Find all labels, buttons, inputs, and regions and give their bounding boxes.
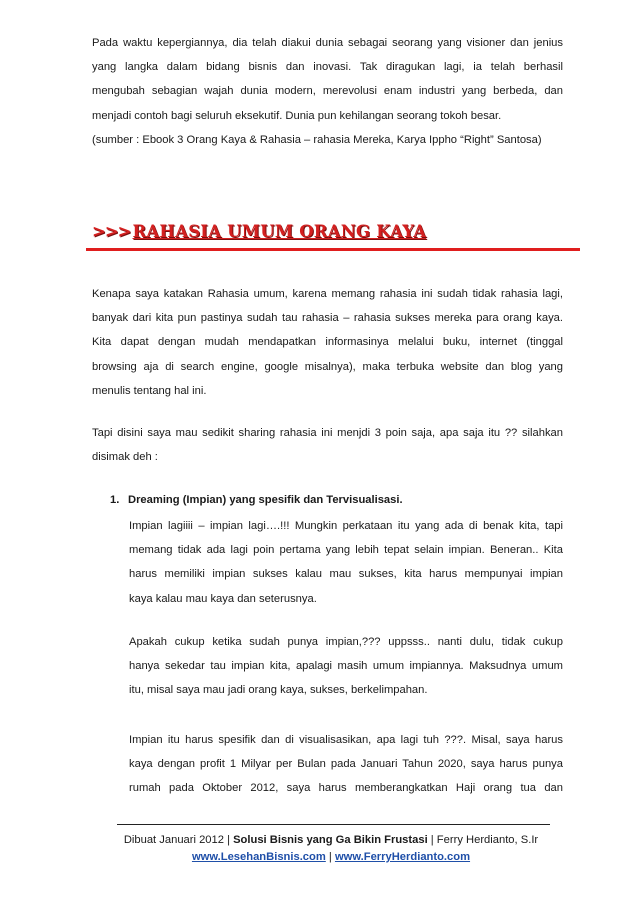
- heading-arrows: >>>: [92, 222, 131, 241]
- paragraph-line: memang tidak ada lagi poin pertama yang lebih tepat selain impian. Beneran.. Kita: [129, 544, 563, 557]
- paragraph-line: Impian lagiiii – impian lagi….!!! Mungkin perkataan itu yang ada di benak kita, tapi: [129, 520, 563, 532]
- list-number: 1.: [110, 494, 120, 506]
- paragraph-line: banyak dari kita pun pastinya sudah tau rahasia – rahasia sukses mereka para orang kaya.: [92, 312, 563, 325]
- paragraph-line: browsing aja di search engine, google misalnya), maka terbuka website dan blog yang: [92, 360, 563, 373]
- intro-line: yang langka dalam bidang bisnis dan inovasi. Tak diragukan lagi, ia telah berhasil: [92, 61, 563, 74]
- footer-prefix: Dibuat Januari 2012 |: [123, 834, 234, 846]
- intro-line: mengubah sebagian wajah dunia modern, merevolusi enam industri yang berbeda, dan: [92, 85, 563, 98]
- paragraph-line: Tapi disini saya mau sedikit sharing rahasia ini menjdi 3 poin saja, apa saja itu ?? silahkan: [92, 427, 563, 439]
- footer-credit-line: [96, 832, 566, 849]
- section-heading: [92, 222, 426, 241]
- list-item-title: [110, 494, 403, 506]
- paragraph-rahasia-umum: [92, 282, 563, 403]
- paragraph-line: kaya dengan profit 1 Milyar per Bulan pada Januari Tahun 2020, saya harus punya: [129, 758, 563, 771]
- paragraph-line: rumah pada Oktober 2012, saya harus memberangkatkan Haji orang tua dan: [129, 782, 563, 795]
- list-paragraph-1: [129, 514, 563, 611]
- source-citation: (sumber : Ebook 3 Orang Kaya & Rahasia – rahasia Mereka, Karya Ippho “Right” Santosa): [92, 133, 542, 146]
- list-paragraph-3: [129, 728, 563, 801]
- list-paragraph-2: [129, 630, 563, 703]
- list-title-text: Dreaming (Impian) yang spesifik dan Tervisualisasi.: [128, 494, 403, 506]
- paragraph-line: Kenapa saya katakan Rahasia umum, karena memang rahasia ini sudah tidak rahasia lagi,: [92, 288, 563, 300]
- intro-line: Pada waktu kepergiannya, dia telah diakui dunia sebagai seorang yang visioner dan jenius: [92, 37, 563, 49]
- paragraph-line: Impian itu harus spesifik dan di visualisasikan, apa lagi tuh ???. Misal, saya harus: [129, 734, 563, 746]
- paragraph-line: hanya sekedar tau impian kita, apalagi masih umum impiannya. Maksudnya umum: [129, 660, 563, 673]
- paragraph-line: disimak deh :: [92, 451, 158, 464]
- paragraph-sharing: [92, 421, 563, 469]
- paragraph-line: kaya kalau mau kaya dan seterusnya.: [129, 592, 317, 605]
- paragraph-line: menulis tentang hal ini.: [92, 384, 207, 397]
- intro-paragraph: [92, 31, 563, 152]
- heading-divider: [86, 248, 580, 251]
- heading-title: RAHASIA UMUM ORANG KAYA: [132, 222, 427, 241]
- footer-book-title: Solusi Bisnis yang Ga Bikin Frustasi: [233, 834, 428, 846]
- page-footer: [96, 832, 566, 866]
- paragraph-line: itu, misal saya mau jadi orang kaya, sukses, berkelimpahan.: [129, 684, 428, 697]
- footer-author: | Ferry Herdianto, S.Ir: [427, 834, 539, 846]
- footer-link-ferryherdianto[interactable]: www.FerryHerdianto.com: [334, 851, 471, 863]
- paragraph-line: Kita dapat dengan mudah mendapatkan informasinya melalui buku, internet (tinggal: [92, 336, 563, 349]
- paragraph-line: harus memiliki impian sukses kalau mau sukses, kita harus mempunyai impian: [129, 568, 563, 581]
- intro-line: menjadi contoh bagi seluruh eksekutif. Dunia pun kehilangan seorang tokoh besar.: [92, 109, 502, 122]
- footer-links-line: [96, 849, 566, 866]
- footer-divider: [117, 824, 550, 825]
- footer-separator: |: [325, 851, 335, 863]
- paragraph-line: Apakah cukup ketika sudah punya impian,??? uppsss.. nanti dulu, tidak cukup: [129, 636, 563, 648]
- footer-link-lesehanbisnis[interactable]: www.LesehanBisnis.com: [191, 851, 326, 863]
